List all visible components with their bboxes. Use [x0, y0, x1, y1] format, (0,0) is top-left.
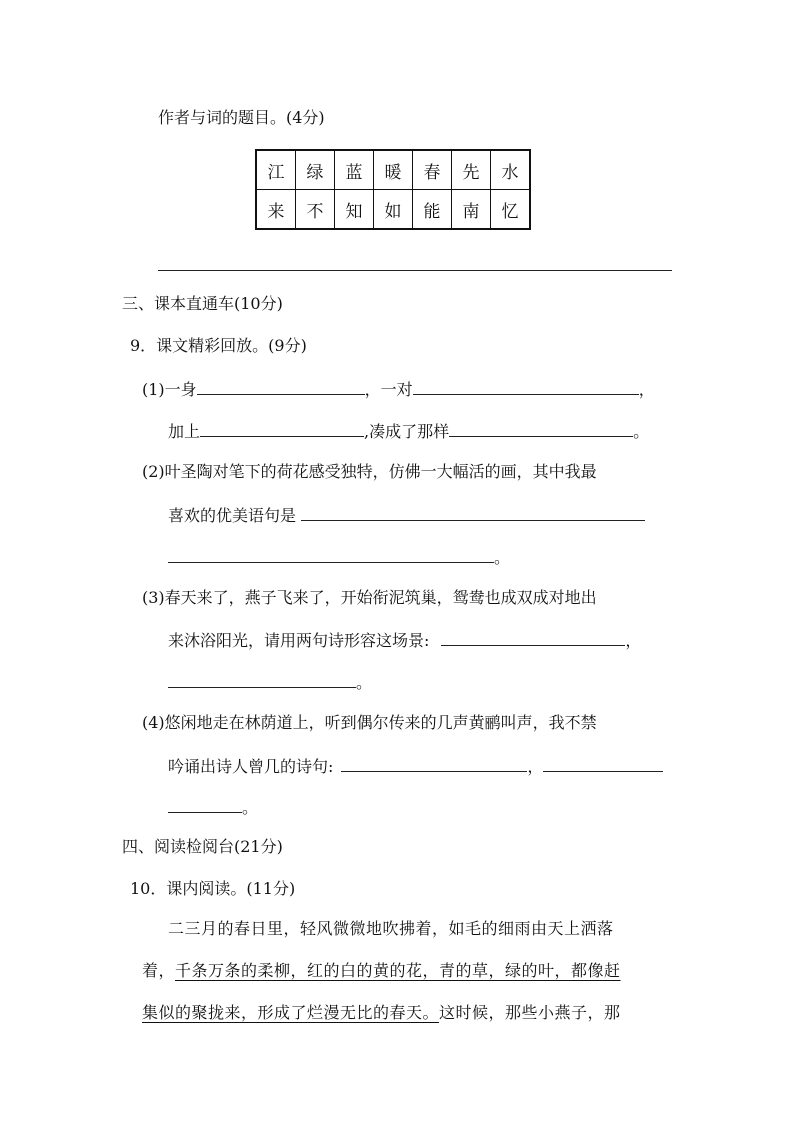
answer-blank[interactable]: [413, 378, 639, 395]
reading-line-2-start: 着，: [142, 961, 176, 980]
grid-cell: 不: [296, 190, 335, 230]
answer-blank[interactable]: [168, 796, 242, 813]
section-4-heading: 四、阅读检阅台(21分): [122, 837, 283, 856]
answer-blank[interactable]: [301, 504, 645, 521]
grid-cell: 南: [452, 190, 491, 230]
q9-part4-end: 。: [242, 798, 259, 817]
grid-cell: 暖: [374, 150, 413, 190]
reading-line-2: [142, 960, 621, 982]
answer-blank[interactable]: [200, 420, 364, 437]
q9-part1-join: ,凑成了那样: [364, 422, 450, 441]
grid-row: [256, 190, 530, 230]
grid-cell: 绿: [296, 150, 335, 190]
q9-part2-line3: [168, 546, 510, 569]
grid-cell: 水: [491, 150, 531, 190]
grid-cell: 春: [413, 150, 452, 190]
q9-part2-line2: [168, 504, 645, 527]
answer-blank[interactable]: [543, 755, 663, 772]
grid-cell: 知: [335, 190, 374, 230]
q9-part1-comma: ，: [638, 380, 655, 399]
q9-part4-prompt: 吟诵出诗人曾几的诗句:: [168, 757, 334, 776]
underlined-sentence: 千条万条的柔柳，红的白的黄的花，青的草，绿的叶，都像赶: [175, 961, 621, 980]
underlined-sentence: 集似的聚拢来，形成了烂漫无比的春天。: [142, 1003, 440, 1022]
reading-line-3: [142, 1002, 621, 1024]
grid-row: [256, 150, 530, 190]
answer-blank[interactable]: [449, 420, 633, 437]
reading-line-3-end: 这时候，那些小燕子，那: [439, 1003, 621, 1022]
reading-line-1: 二三月的春日里，轻风微微地吹拂着，如毛的细雨由天上洒落: [168, 919, 614, 938]
q9-part4-line3: [168, 796, 258, 819]
grid-cell: 来: [256, 190, 296, 230]
answer-blank[interactable]: [168, 671, 356, 688]
q9-part3-line2: [168, 629, 641, 652]
q9-part3-comma: ，: [625, 631, 642, 650]
character-grid: [255, 149, 531, 230]
grid-cell: 忆: [491, 190, 531, 230]
q9-part4-line1: (4)悠闲地走在林荫道上，听到偶尔传来的几声黄鹂叫声，我不禁: [142, 713, 597, 732]
q9-part2-line1: (2)叶圣陶对笔下的荷花感受独特，仿佛一大幅活的画，其中我最: [142, 462, 597, 481]
grid-cell: 如: [374, 190, 413, 230]
grid-cell: 江: [256, 150, 296, 190]
question-9-title: 9．课文精彩回放。(9分): [130, 336, 307, 355]
question-8-tail: 作者与词的题目。(4分): [158, 108, 325, 127]
section-3-heading: 三、课本直通车(10分): [122, 294, 283, 313]
answer-blank[interactable]: [197, 378, 365, 395]
question-10-title: 10．课内阅读。(11分): [130, 879, 296, 898]
q9-part3-prompt: 来沐浴阳光，请用两句诗形容这场景:: [168, 631, 430, 650]
q9-part3-line1: (3)春天来了，燕子飞来了，开始衔泥筑巢，鸳鸯也成双成对地出: [142, 588, 597, 607]
answer-line-q8[interactable]: [158, 270, 672, 271]
q9-part4-line2: [168, 755, 663, 778]
q9-part1-line2: [168, 420, 649, 443]
q9-part1-line1: [142, 378, 655, 401]
q9-part3-line3: [168, 671, 372, 694]
grid-cell: 先: [452, 150, 491, 190]
q9-part1-add: 加上: [168, 422, 201, 441]
grid-cell: 蓝: [335, 150, 374, 190]
answer-blank[interactable]: [341, 755, 527, 772]
q9-part1-prefix: (1)一身: [142, 380, 197, 399]
q9-part4-comma: ，: [527, 757, 544, 776]
q9-part2-prompt: 喜欢的优美语句是: [168, 506, 297, 525]
q9-part3-end: 。: [356, 673, 373, 692]
q9-part2-end: 。: [494, 548, 511, 567]
grid-cell: 能: [413, 190, 452, 230]
answer-blank[interactable]: [441, 629, 625, 646]
answer-blank[interactable]: [168, 546, 494, 563]
q9-part1-end: 。: [633, 422, 650, 441]
q9-part1-mid: ，一对: [364, 380, 413, 399]
